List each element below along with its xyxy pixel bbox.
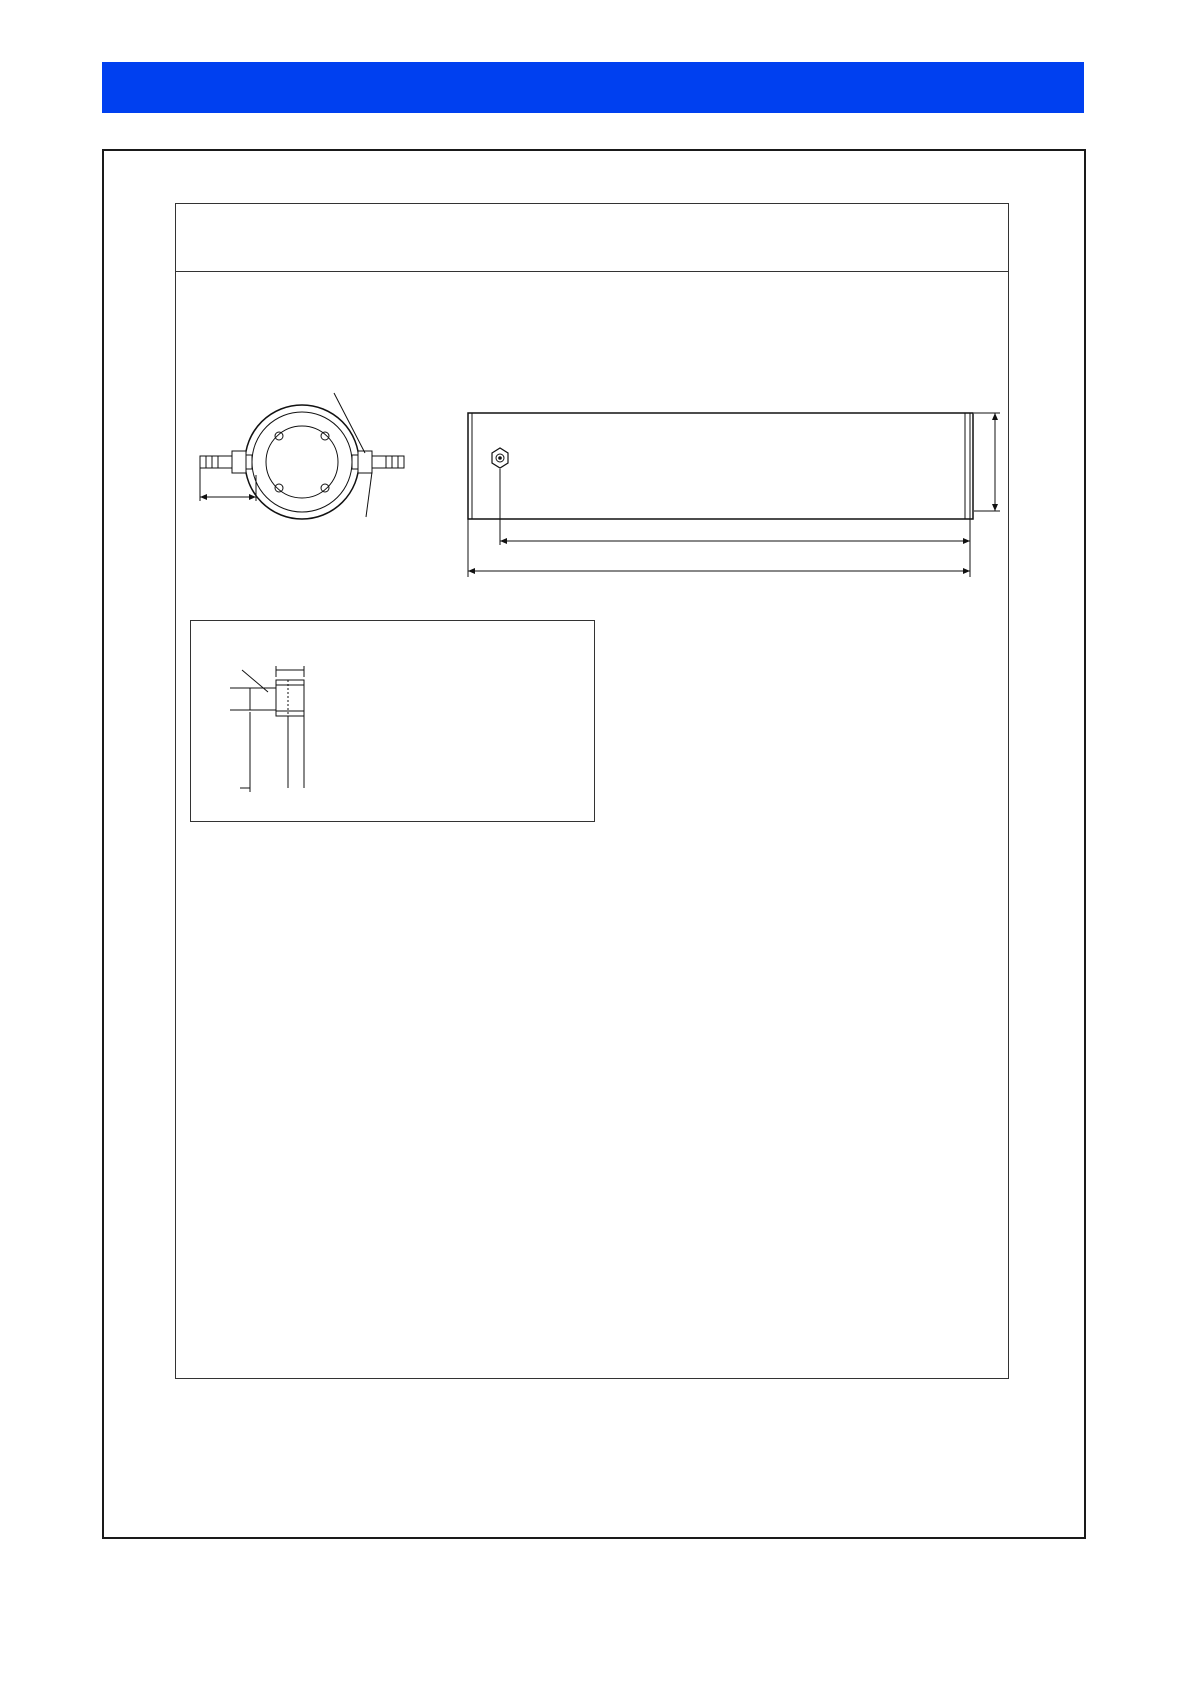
end-view-drawing <box>190 385 430 525</box>
side-view-drawing <box>460 405 1020 585</box>
title-row <box>176 204 1008 272</box>
header-bar <box>102 62 1084 113</box>
fitting-1-drawing <box>190 620 593 820</box>
